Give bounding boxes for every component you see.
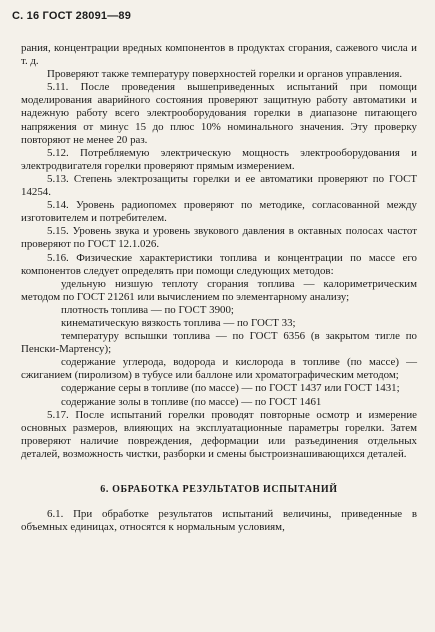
paragraph: Проверяют также температуру поверхностей горелки и органов управления. bbox=[47, 68, 403, 81]
list-item: кинематическую вязкость топлива — по ГОСТ 33; bbox=[61, 316, 296, 329]
paragraph-5-16: 5.16. Физические характеристики топлива и концентрации по массе его компонентов следует определять при помощи следующих методов: bbox=[21, 251, 417, 277]
document-body bbox=[21, 42, 417, 534]
list-item: температуру вспышки топлива — по ГОСТ 6356 (в закрытом тигле по Пенски-Мартенсу); bbox=[21, 330, 417, 356]
paragraph-5-14: 5.14. Уровень радиопомех проверяют по методике, согласованной между изготовителем и потребителем. bbox=[21, 199, 417, 225]
paragraph: рания, концентрации вредных компонентов в продуктах сгорания, сажевого числа и т. д. bbox=[21, 42, 417, 68]
list-item: плотность топлива — по ГОСТ 3900; bbox=[61, 303, 234, 316]
paragraph-5-13: 5.13. Степень электрозащиты горелки и ее автоматики проверяют по ГОСТ 14254. bbox=[21, 172, 417, 199]
list-item: удельную низшую теплоту сгорания топлива — калориметрическим методом по ГОСТ 21261 или вычислением по элементарному анализу; bbox=[21, 277, 417, 303]
section-heading: 6. ОБРАБОТКА РЕЗУЛЬТАТОВ ИСПЫТАНИЙ bbox=[100, 484, 338, 495]
list-item: содержание серы в топливе (по массе) — по ГОСТ 1437 или ГОСТ 1431; bbox=[61, 382, 400, 395]
paragraph-5-11: 5.11. После проведения вышеприведенных испытаний при помощи моделирования аварийного состояния проверяют защитную работу автоматики и надежную работу всего электрооборудования горелки в диапазоне питающего напряжения от минус 15 до плюс 10% номинального значения. Эту проверку повторяют не менее 20 раз. bbox=[21, 81, 417, 146]
paragraph-5-17: 5.17. После испытаний горелки проводят повторные осмотр и измерение основных размеров, влияющих на эксплуатационные параметры горелки. Затем проверяют наличие повреждения, деформации или разъединения отдельных деталей, возможность чистки, разборки и смены быстроизнашивающихся деталей. bbox=[21, 408, 417, 460]
page-header: С. 16 ГОСТ 28091—89 bbox=[12, 10, 132, 22]
paragraph-6-1: 6.1. При обработке результатов испытаний величины, приведенные в объемных единицах, относятся к нормальным условиям, bbox=[21, 508, 417, 534]
paragraph-5-15: 5.15. Уровень звука и уровень звукового давления в октавных полосах частот проверяют по ГОСТ 12.1.026. bbox=[21, 225, 417, 251]
paragraph-5-12: 5.12. Потребляемую электрическую мощность электрооборудования и электродвигателя горелки проверяют прямым измерением. bbox=[21, 146, 417, 172]
list-item: содержание углерода, водорода и кислорода в топливе (по массе) — сжиганием (пиролизом) в тубусе или баллоне или хроматографическим методом; bbox=[21, 356, 417, 382]
list-item: содержание золы в топливе (по массе) — по ГОСТ 1461 bbox=[61, 395, 322, 408]
